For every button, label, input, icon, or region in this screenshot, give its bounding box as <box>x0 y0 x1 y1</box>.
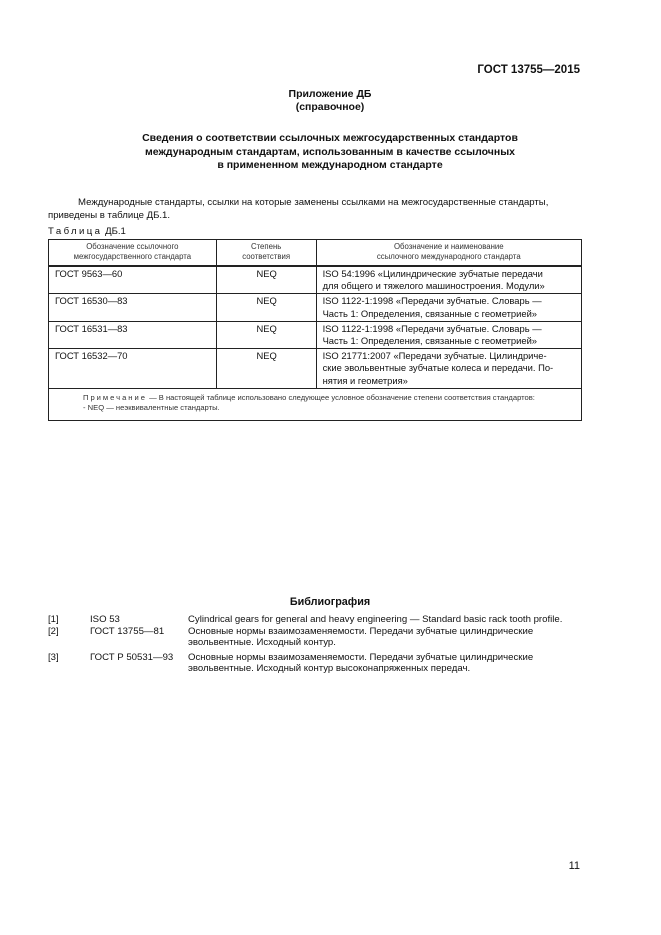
table-note-row <box>49 388 582 420</box>
table-caption-word: Таблица <box>48 226 103 237</box>
table-row <box>49 266 582 294</box>
table-row <box>49 349 582 389</box>
bib-code: ГОСТ 13755—81 <box>90 625 165 637</box>
cell-line: ские эвольвентные зубчатые колеса и передачи. По- <box>322 362 554 374</box>
section-heading <box>90 132 570 173</box>
table-caption <box>48 226 126 237</box>
section-heading-line: международным стандартам, использованным в качестве ссылочных <box>144 145 515 158</box>
cell-line: нятия и геометрия» <box>322 374 408 386</box>
column-header-international <box>316 240 581 267</box>
intro-paragraph: Международные стандарты, ссылки на которые заменены ссылками на межгосударственные стандарты, приведены в таблице ДБ.1. <box>48 197 549 221</box>
cell-line: ISO 1122-1:1998 «Передачи зубчатые. Словарь — <box>322 295 542 307</box>
bibliography-list <box>48 614 588 675</box>
bib-title <box>188 652 588 675</box>
cell-line: ISO 1122-1:1998 «Передачи зубчатые. Словарь — <box>322 322 542 334</box>
section-heading-line: Сведения о соответствии ссылочных межгосударственных стандартов <box>142 132 518 144</box>
cell-standard: ГОСТ 16530—83 <box>49 294 217 321</box>
cell-international <box>316 266 581 294</box>
table-header-row <box>49 240 582 267</box>
note-body: — В настоящей таблице использовано следующее условное обозначение степени соответствия стандартов: <box>149 392 535 402</box>
bibliography-item <box>48 626 588 649</box>
header-line: Обозначение и наименование <box>393 242 504 251</box>
bibliography-title: Библиография <box>289 596 371 608</box>
cell-degree: NEQ <box>216 294 316 321</box>
cell-standard: ГОСТ 16531—83 <box>49 321 217 348</box>
bib-title-line: Основные нормы взаимозаменяемости. Передачи зубчатые цилиндрические <box>188 625 534 637</box>
bibliography-item <box>48 614 588 626</box>
bibliography-item <box>48 652 588 675</box>
column-header-standard <box>49 240 217 267</box>
cell-line: ISO 21771:2007 «Передачи зубчатые. Цилиндриче- <box>322 350 547 362</box>
bib-title-line: Cylindrical gears for general and heavy engineering — Standard basic rack tooth profile. <box>188 614 563 625</box>
header-line: ссылочного международного стандарта <box>376 252 521 261</box>
table-row <box>49 294 582 321</box>
cell-line: Часть 1: Определения, связанные с геометрией» <box>322 335 538 347</box>
cell-international <box>316 294 581 321</box>
bib-title <box>188 626 588 649</box>
note-item: - NEQ — неэквивалентные стандарты. <box>83 403 220 413</box>
bib-number: [2] <box>48 625 59 637</box>
appendix-subtitle: (справочное) <box>295 101 365 113</box>
document-code: ГОСТ 13755—2015 <box>477 64 580 76</box>
bib-title-line: эвольвентные. Исходный контур. <box>188 637 336 648</box>
section-heading-line: в примененном международном стандарте <box>217 159 443 171</box>
page-number: 11 <box>568 860 580 872</box>
correspondence-table <box>48 239 582 421</box>
table-row <box>49 321 582 348</box>
bib-title-line: эвольвентные. Исходный контур высоконапряженных передач. <box>188 663 471 674</box>
bib-number: [3] <box>48 651 59 663</box>
header-line: соответствия <box>242 252 291 261</box>
cell-standard: ГОСТ 9563—60 <box>49 266 217 294</box>
note-label: Примечание <box>83 392 147 402</box>
table-note <box>49 388 582 420</box>
note-text <box>55 393 575 404</box>
cell-degree: NEQ <box>216 349 316 389</box>
table-caption-id: ДБ.1 <box>105 226 126 237</box>
cell-standard: ГОСТ 16532—70 <box>49 349 217 389</box>
cell-degree: NEQ <box>216 321 316 348</box>
cell-line: Часть 1: Определения, связанные с геометрией» <box>322 307 538 319</box>
bib-title <box>188 614 588 626</box>
cell-international <box>316 349 581 389</box>
cell-international <box>316 321 581 348</box>
cell-degree: NEQ <box>216 266 316 294</box>
column-header-degree <box>216 240 316 267</box>
bib-code: ISO 53 <box>90 614 120 625</box>
appendix-title <box>150 88 510 114</box>
cell-line: ISO 54:1996 «Цилиндрические зубчатые передачи <box>322 268 543 279</box>
bib-number: [1] <box>48 614 59 625</box>
header-line: межгосударственного стандарта <box>73 252 192 261</box>
bib-title-line: Основные нормы взаимозаменяемости. Передачи зубчатые цилиндрические <box>188 651 534 663</box>
appendix-title-text: Приложение ДБ <box>288 88 372 100</box>
bib-code: ГОСТ Р 50531—93 <box>90 651 174 663</box>
cell-line: для общего и тяжелого машиностроения. Модули» <box>322 280 545 292</box>
header-line: Обозначение ссылочного <box>86 242 179 251</box>
header-line: Степень <box>250 242 282 251</box>
